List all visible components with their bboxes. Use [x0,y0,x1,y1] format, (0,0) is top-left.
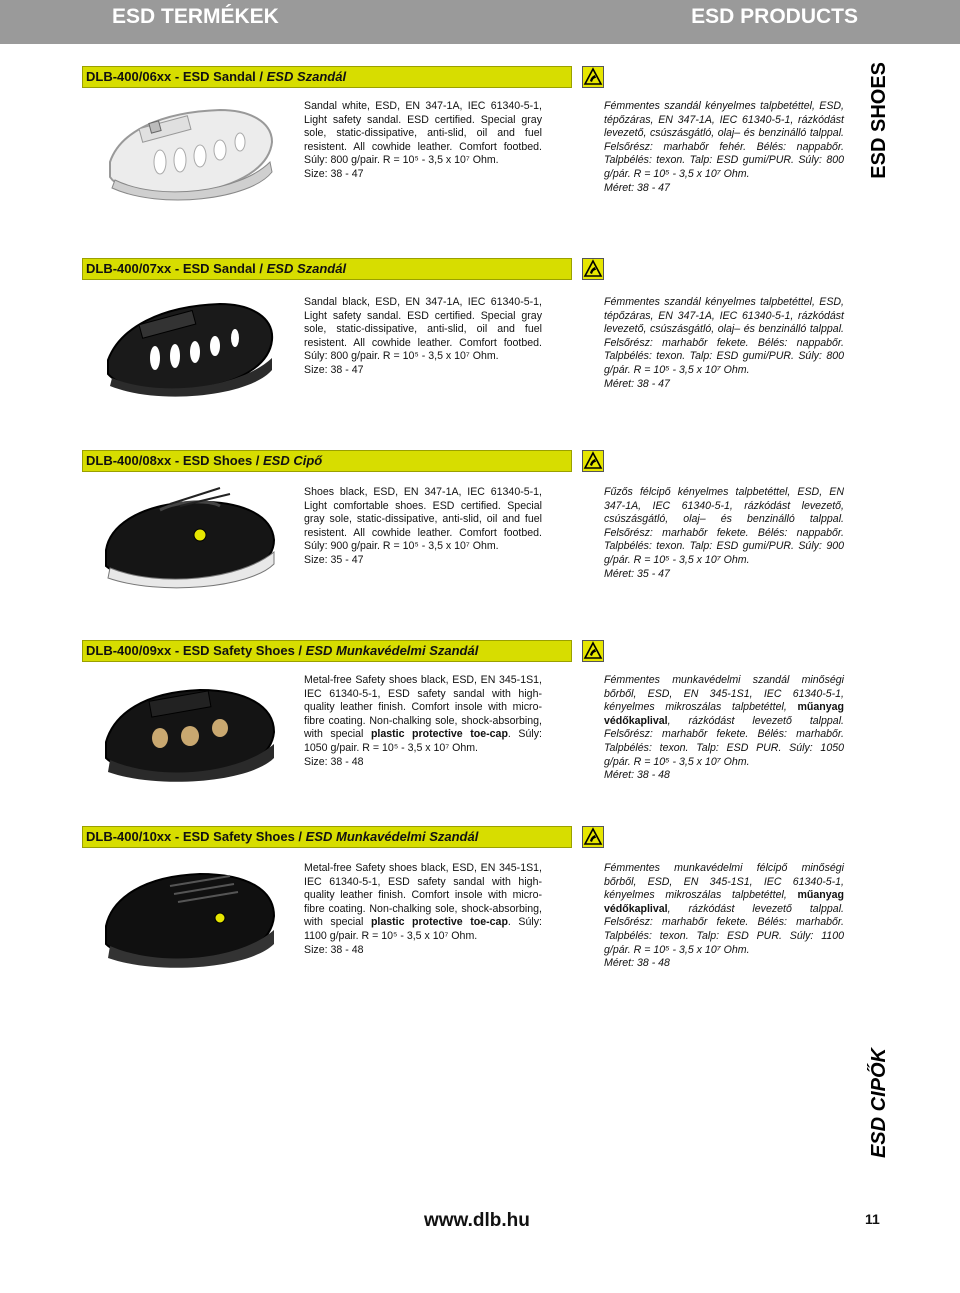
page-number: 11 [865,1211,880,1227]
product-photo-black-shoe [100,480,280,598]
description-en: Sandal black, ESD, EN 347-1A, IEC 61340-5-1, Light safety sandal. ESD certified. Special gray sole, static-dissipative, anti-slid, oil and fuel resistent. All cowhide leather. Comfort footbed. Súly: 800 g/pair. R = 10⁵ - 3,5 x 10⁷ Ohm. Size: 38 - 47 [304,296,542,376]
side-label-esd-shoes: ESD SHOES [868,62,890,179]
product-title: DLB-400/10xx - ESD Safety Shoes / ESD Munkavédelmi Szandál [82,826,572,848]
product-title: DLB-400/09xx - ESD Safety Shoes / ESD Munkavédelmi Szandál [82,640,572,662]
product-400-09 [82,640,865,800]
description-hu: Fémmentes szandál kényelmes talpbetéttel, ESD, tépőzáras, EN 347-1A, IEC 61340-5-1, rázkódást levezető, csúszásgátló, olaj– és benzinálló talppal. Felsőrész: marhabőr fehér. Bélés: nappabőr. Talpbélés: texon. Talp: ESD gumi/PUR. Súly: 800 g/pár. R = 10⁵ - 3,5 x 10⁷ Ohm. Méret: 38 - 47 [604,100,844,194]
header-title-en: ESD PRODUCTS [691,5,858,28]
description-en: Metal-free Safety shoes black, ESD, EN 345-1S1, IEC 61340-5-1, ESD safety sandal with high-quality leather finish. Comfort insole with micro-fibre coating. Non-chalking sole, shock-absorbing, with special plastic protective toe-cap. Súly: 1050 g/pair. R = 10⁵ - 3,5 x 10⁷ Ohm. Size: 38 - 48 [304,674,542,768]
description-hu: Fémmentes szandál kényelmes talpbetéttel, ESD, tépőzáras, EN 347-1A, IEC 61340-5-1, rázkódást levezető, csúszásgátló, olaj– és benzinálló talppal. Felsőrész: marhabőr fekete. Bélés: nappabőr. Talpbélés: texon. Talp: ESD gumi/PUR. Súly: 800 g/pár. R = 10⁵ - 3,5 x 10⁷ Ohm. Méret: 38 - 47 [604,296,844,390]
footer-url[interactable]: www.dlb.hu [424,1210,530,1231]
product-title: DLB-400/08xx - ESD Shoes / ESD Cipő [82,450,572,472]
description-hu: Fémmentes munkavédelmi félcipő minőségi bőrből, ESD, EN 345-1S1, IEC 61340-5-1, kényelmes mikroszálas talpbetéttel, műanyag védőkaplival, rázkódást levezető talppal. Felsőrész: marhabőr fekete. Bélés: marhabőr. Talpbélés: texon. Talp: ESD PUR. Súly: 1100 g/pár. R = 10⁵ - 3,5 x 10⁷ Ohm. Méret: 38 - 48 [604,862,844,970]
product-title: DLB-400/06xx - ESD Sandal / ESD Szandál [82,66,572,88]
product-title: DLB-400/07xx - ESD Sandal / ESD Szandál [82,258,572,280]
page-header [0,0,960,44]
product-photo-safety-sandal [100,672,280,790]
description-en: Shoes black, ESD, EN 347-1A, IEC 61340-5-1, Light comfortable shoes. ESD certified. Special gray sole, static-dissipative, anti-slid, oil and fuel resistent. All cowhide leather. Comfort footbed. Súly: 900 g/pair. R = 10⁵ - 3,5 x 10⁷ Ohm. Size: 35 - 47 [304,486,542,566]
description-hu: Fémmentes munkavédelmi szandál minőségi bőrből, ESD, EN 345-1S1, IEC 61340-5-1, kényelmes mikroszálas talpbetéttel, műanyag védőkaplival, rázkódást levezető talppal. Felsőrész: marhabőr fekete. Bélés: marhabőr. Talpbélés: texon. Talp: ESD PUR. Súly: 1050 g/pár. R = 10⁵ - 3,5 x 10⁷ Ohm. Méret: 38 - 48 [604,674,844,782]
product-photo-white-sandal [100,92,280,210]
product-photo-safety-shoe [100,858,280,976]
product-400-06 [82,66,865,226]
header-title-hu: ESD TERMÉKEK [112,5,279,28]
esd-warning-icon [582,450,604,472]
description-en: Sandal white, ESD, EN 347-1A, IEC 61340-5-1, Light safety sandal. ESD certified. Special gray sole, static-dissipative, anti-slid, oil and fuel resistent. All cowhide leather. Comfort footbed. Súly: 800 g/pair. R = 10⁵ - 3,5 x 10⁷ Ohm. Size: 38 - 47 [304,100,542,180]
side-label-esd-cipok: ESD CIPŐK [868,1048,890,1159]
esd-warning-icon [582,258,604,280]
description-en: Metal-free Safety shoes black, ESD, EN 345-1S1, IEC 61340-5-1, ESD safety sandal with high-quality leather finish. Comfort insole with micro-fibre coating. Non-chalking sole, shock-absorbing, with special plastic protective toe-cap. Súly: 1100 g/pair. R = 10⁵ - 3,5 x 10⁷ Ohm. Size: 38 - 48 [304,862,542,956]
product-400-10 [82,826,865,986]
esd-warning-icon [582,640,604,662]
product-400-08 [82,450,865,610]
product-photo-black-sandal [100,288,280,406]
esd-warning-icon [582,66,604,88]
esd-warning-icon [582,826,604,848]
product-400-07 [82,258,865,418]
description-hu: Fűzős félcipő kényelmes talpbetéttel, ESD, EN 347-1A, IEC 61340-5-1, rázkódást levezető, csúszásgátló, olaj– és benzinálló talppal. Felsőrész: marhabőr fekete. Bélés: nappabőr. Talpbélés: texon. Talp: ESD gumi/PUR. Súly: 900 g/pár. R = 10⁵ - 3,5 x 10⁷ Ohm. Méret: 35 - 47 [604,486,844,580]
